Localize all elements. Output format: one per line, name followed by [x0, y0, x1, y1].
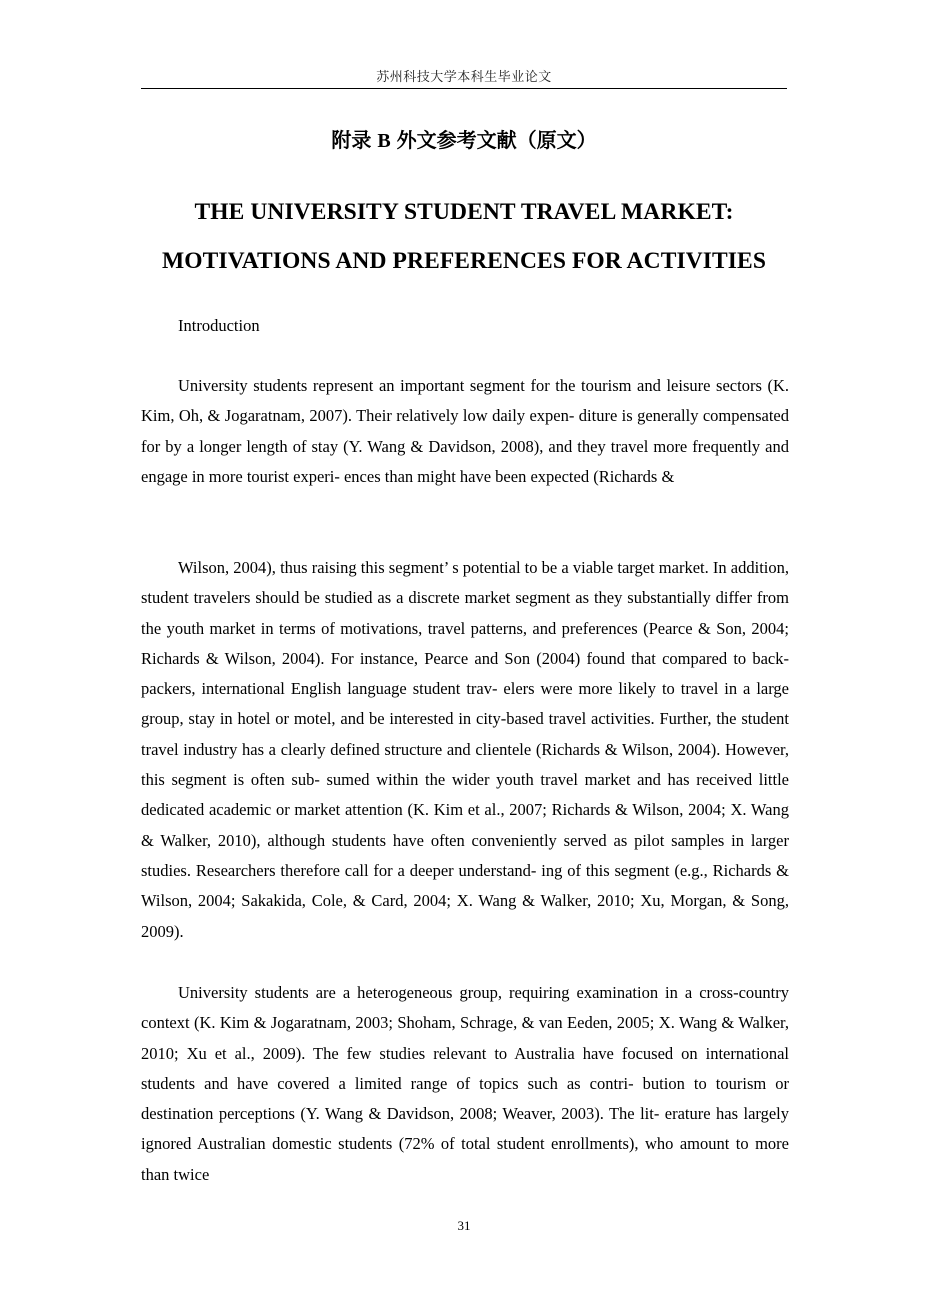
appendix-prefix: 附录	[331, 128, 372, 152]
header-divider	[141, 88, 787, 89]
body-paragraph-3: University students are a heterogeneous group, requiring examination in a cross-country context (K. Kim & Jogaratnam, 2003; Shoham, Schrage, & van Eeden, 2005; X. Wang & Walker, 2010; Xu et al., 2009). The few studies relevant to Australia have focused on international students and have covered a limited range of topics such as contri- bution to tourism or destination perceptions (Y. Wang & Davidson, 2008; Weaver, 2003). The lit- erature has largely ignored Australian domestic students (72% of total student enrollments), who amount to more than twice	[141, 983, 789, 1184]
appendix-title-text: 外文参考文献（原文）	[396, 128, 597, 152]
paper-title-line-2: MOTIVATIONS AND PREFERENCES FOR ACTIVITIES	[161, 248, 766, 274]
appendix-letter: B	[377, 130, 391, 152]
page-number: 31	[457, 1218, 471, 1233]
body-paragraph-1: University students represent an important segment for the tourism and leisure sectors (K. Kim, Oh, & Jogaratnam, 2007). Their relatively low daily expen- diture is generally compensated for by a longer length of stay (Y. Wang & Davidson, 2008), and they travel more frequently and engage in more tourist experi- ences than might have been expected (Richards &	[141, 376, 789, 486]
body-paragraph-2: Wilson, 2004), thus raising this segment’ s potential to be a viable target market. In addition, student travelers should be studied as a discrete market segment as they substantially differ from the youth market in terms of motivations, travel patterns, and preferences (Pearce & Son, 2004; Richards & Wilson, 2004). For instance, Pearce and Son (2004) found that compared to back- packers, international English language student trav- elers were more likely to travel in a large group, stay in hotel or motel, and be interested in city-based travel activities. Further, the student travel industry has a clearly defined structure and clientele (Richards & Wilson, 2004). However, this segment is often sub- sumed within the wider youth travel market and has received little dedicated academic or market attention (K. Kim et al., 2007; Richards & Wilson, 2004; X. Wang & Walker, 2010), although students have often conveniently served as pilot samples in larger studies. Researchers therefore call for a deeper understand- ing of this segment (e.g., Richards & Wilson, 2004; Sakakida, Cole, & Card, 2004; X. Wang & Walker, 2010; Xu, Morgan, & Song, 2009).	[141, 558, 789, 941]
paper-title-line-1: THE UNIVERSITY STUDENT TRAVEL MARKET:	[194, 199, 734, 225]
appendix-title	[141, 124, 787, 153]
section-heading-introduction: Introduction	[178, 316, 260, 335]
running-header: 苏州科技大学本科生毕业论文	[376, 69, 552, 84]
